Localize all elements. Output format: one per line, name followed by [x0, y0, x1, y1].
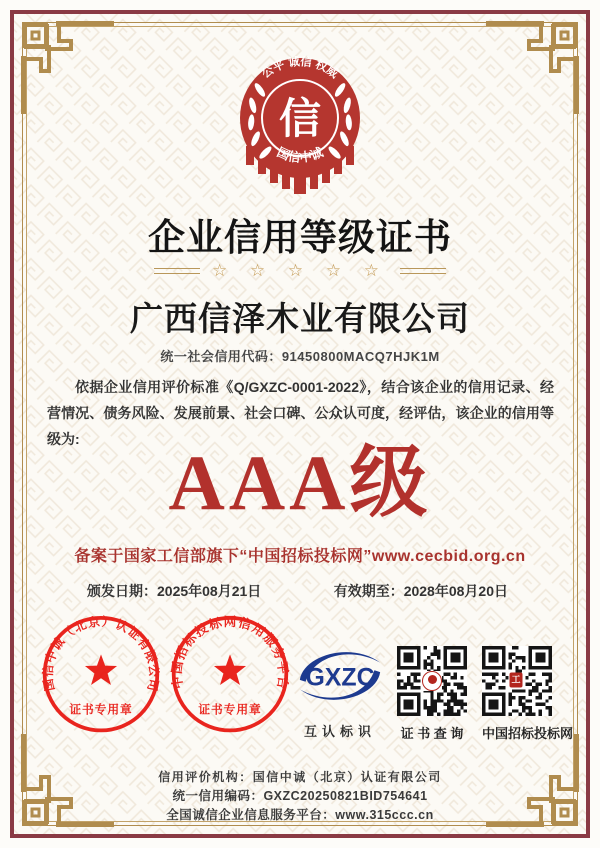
mutual-mark-label: 互认标识 — [303, 724, 376, 739]
seal-star-icon — [85, 654, 117, 685]
qr-label: 中国招标投标网 — [482, 726, 574, 741]
footer-agency: 信用评价机构：国信中诚（北京）认证有限公司 — [158, 770, 442, 784]
certification-seal-guoxin — [40, 613, 162, 739]
gxzc-logo-text: GXZC — [305, 663, 375, 692]
issue-date: 颁发日期：2025年08月21日 — [87, 583, 262, 599]
mutual-recognition-mark — [296, 645, 384, 740]
credit-emblem-icon — [230, 56, 370, 198]
seal-bottom-text: 证书专用章 — [198, 703, 262, 717]
emblem-arc-top-text: 公平 诚信 权威 — [260, 56, 340, 81]
qr-center-emblem-icon — [422, 671, 442, 691]
seal-ring-text: 中国招标投标网信用服务平台 — [169, 614, 291, 690]
seal-ring-text: 国信中诚（北京）认证有限公司 — [40, 614, 162, 693]
footer-info — [0, 767, 600, 825]
credit-rating-grade: AAA级 — [168, 439, 432, 526]
filing-statement: 备案于国家工信部旗下“中国招标投标网”www.cecbid.org.cn — [74, 548, 526, 565]
qr-center-logo-icon: 工 — [510, 673, 525, 690]
gxzc-logo-icon — [296, 645, 384, 707]
star-divider — [0, 261, 600, 281]
divider-line-right — [400, 268, 446, 274]
qr-label: 证 书 查 询 — [400, 726, 464, 741]
date-row — [0, 581, 600, 601]
svg-text:中国招标投标网信用服务平台 — [169, 614, 291, 690]
valid-until-date: 有效期至：2028年08月20日 — [333, 583, 508, 599]
credit-code-line — [0, 346, 600, 365]
divider-line-left — [154, 268, 200, 274]
emblem-center-char: 信 — [278, 95, 322, 142]
qr-cecbid-site — [482, 646, 574, 742]
star-row-icon: ☆ ☆ ☆ ☆ ☆ — [211, 261, 389, 280]
seal-bottom-text: 证书专用章 — [69, 703, 133, 717]
footer-credit-number: 统一信用编码：GXZC20250821BID754641 — [172, 789, 428, 803]
emblem-arc-bottom-text: 国信中诚 — [274, 145, 326, 166]
credit-code-label: 统一社会信用代码： — [160, 349, 282, 364]
footer-platform: 全国诚信企业信息服务平台：www.315ccc.cn — [166, 808, 434, 822]
certification-seal-cecbid — [169, 613, 291, 739]
credit-code-value: 91450800MACQ7HJK1M — [281, 349, 440, 364]
evaluation-paragraph: 依据企业信用评价标准《Q/GXZC-0001-2022》，结合该企业的信用记录、经营情况、债务风险、发展前景、社会口碑、公众认可度，经评估，该企业的信用等级为: — [47, 379, 554, 447]
seal-star-icon — [214, 654, 246, 685]
qr-certificate-lookup — [397, 646, 467, 742]
company-name: 广西信泽木业有限公司 — [130, 300, 470, 337]
certificate-title: 企业信用等级证书 — [148, 217, 452, 258]
svg-text:国信中诚（北京）认证有限公司 — [40, 614, 161, 693]
